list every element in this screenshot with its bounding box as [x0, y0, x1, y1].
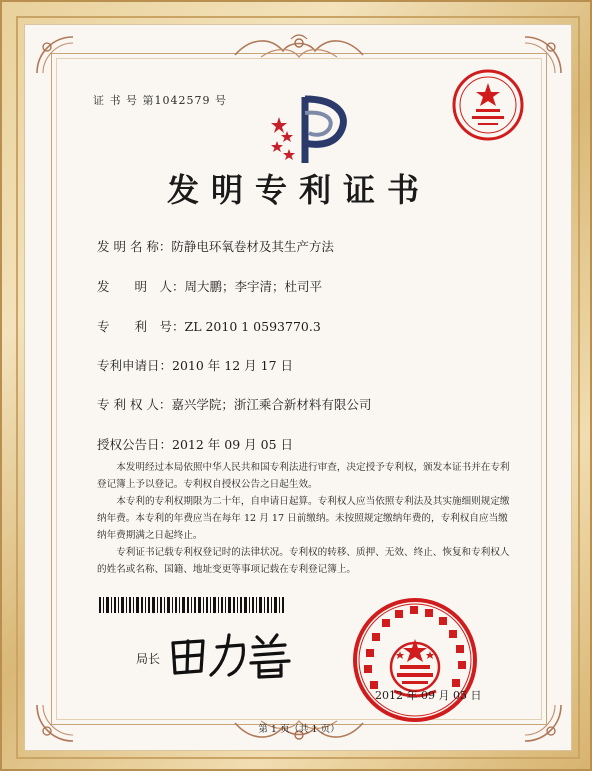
field-inventors [97, 277, 322, 295]
field-label: 专 利 号： [97, 319, 185, 334]
certificate-body [97, 459, 517, 578]
field-value: 周大鹏；李宇清；杜司平 [184, 279, 323, 294]
body-paragraph: 专利证书记载专利权登记时的法律状况。专利权的转移、质押、无效、终止、恢复和专利权人的姓名或名称、国籍、地址变更等事项记载在专利登记簿上。 [97, 547, 510, 575]
certificate-paper [24, 24, 572, 751]
field-value: 2010 年 12 月 17 日 [172, 358, 294, 373]
body-paragraph: 本专利的专利权期限为二十年，自申请日起算。专利权人应当依照专利法及其实施细则规定缴纳年费。本专利的年费应当在每年 12 月 17 日前缴纳。未按照规定缴纳年费的，专利权自应当缴纳年费期满之日起终止。 [97, 496, 510, 541]
field-value: 2012 年 09 月 05 日 [172, 437, 294, 452]
field-patentee [97, 395, 371, 413]
patent-office-emblem-icon [265, 87, 355, 167]
field-value: 防静电环氧卷材及其生产方法 [171, 239, 334, 254]
certificate-number: 证 书 号 第1042579 号 [93, 94, 227, 107]
barcode-icon [99, 597, 284, 613]
field-invention-name [97, 237, 334, 255]
ornament-top-center [231, 33, 367, 63]
field-label: 专利申请日： [97, 358, 173, 373]
page-number: 第 1 页（共 1 页） [258, 724, 340, 735]
director-signature-icon [165, 629, 295, 681]
field-value: ZL 2010 1 0593770.3 [184, 319, 321, 334]
national-ip-office-seal-icon [350, 595, 480, 725]
agency-seal-icon [450, 67, 526, 143]
field-label: 发 明 人： [97, 279, 185, 294]
field-patent-number [97, 317, 321, 335]
field-application-date [97, 356, 293, 374]
seal-date: 2012 年 09 月 05 日 [375, 689, 482, 702]
field-value: 嘉兴学院；浙江乘合新材料有限公司 [171, 397, 372, 412]
director-label: 局长 [136, 652, 161, 666]
field-label: 授权公告日： [97, 437, 173, 452]
field-label: 专 利 权 人： [97, 397, 172, 412]
field-label: 发 明 名 称： [97, 239, 172, 254]
page-title: 发明专利证书 [166, 171, 431, 209]
field-grant-date [97, 435, 293, 453]
ornament-top-left [33, 33, 81, 81]
body-paragraph: 本发明经过本局依照中华人民共和国专利法进行审查，决定授予专利权，颁发本证书并在专利登记簿上予以登记。专利权自授权公告之日起生效。 [97, 462, 510, 490]
